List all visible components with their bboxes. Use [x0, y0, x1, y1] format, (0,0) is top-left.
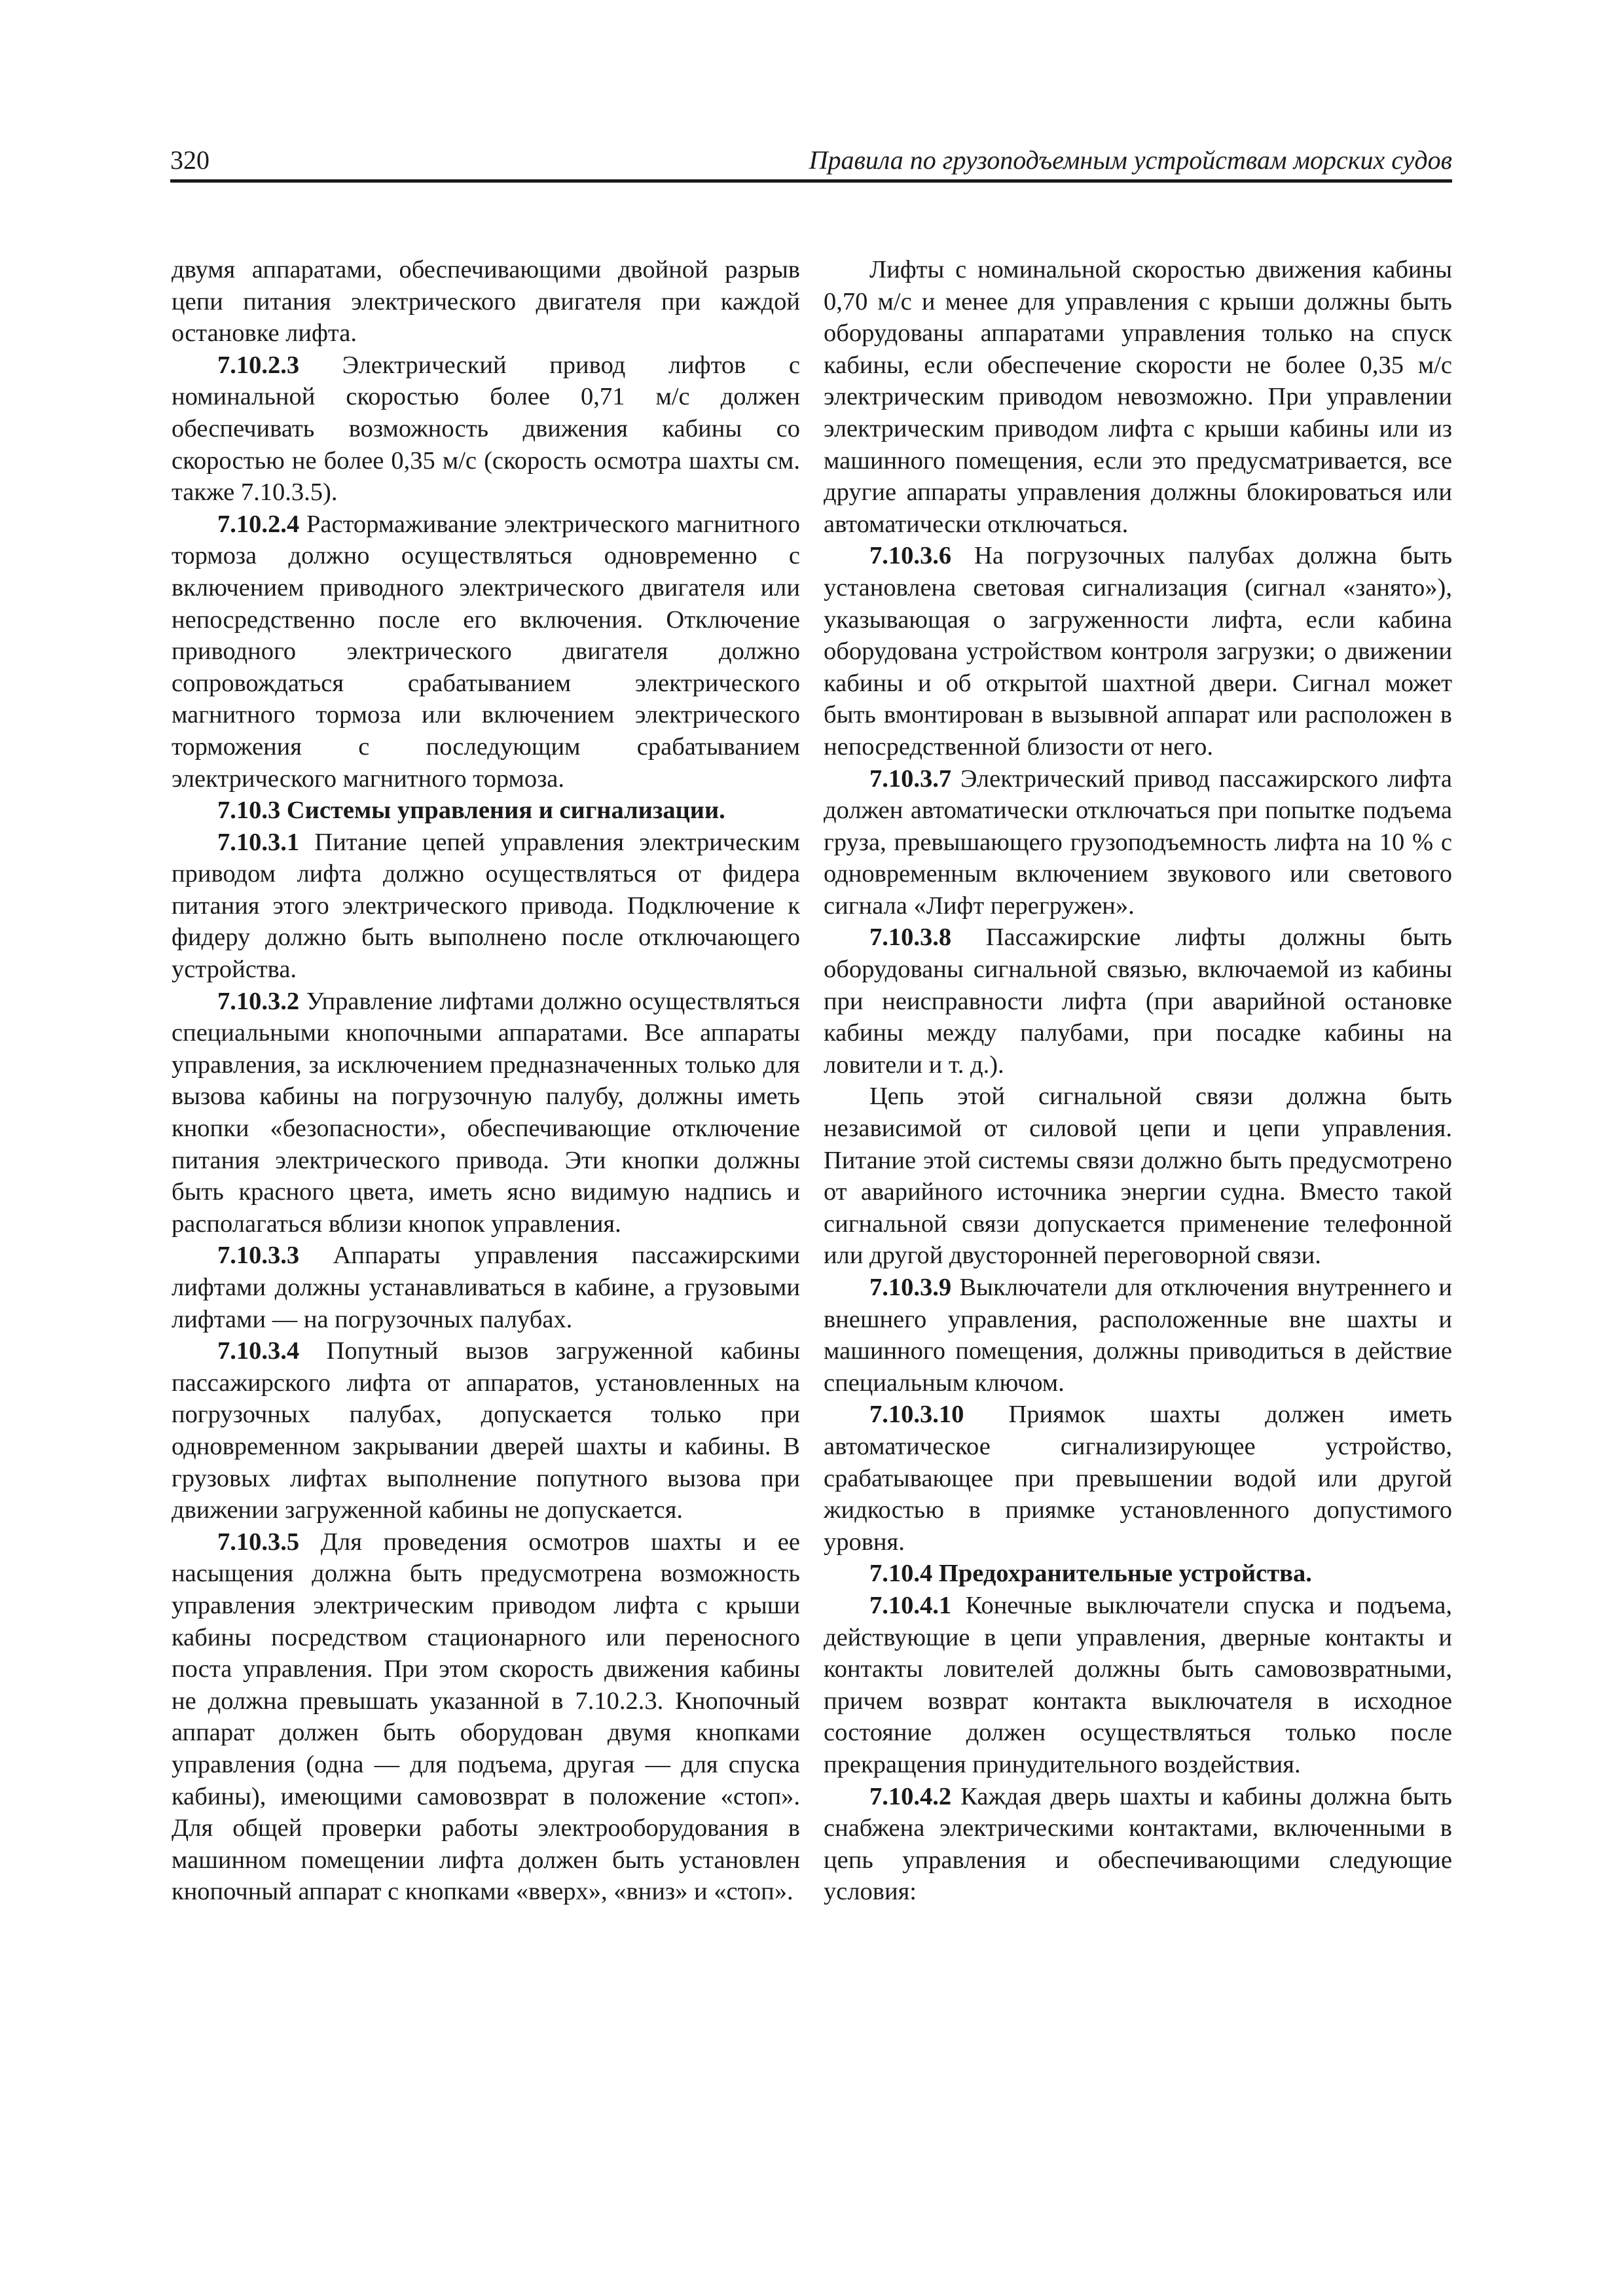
- paragraph: [172, 1526, 800, 1908]
- paragraph-text: Аппараты управления пассажирскими лифтами должны устанавливаться в кабине, а грузовыми лифтами — на погрузочных палубах.: [172, 1242, 800, 1333]
- paragraph-text: Пассажирские лифты должны быть оборудованы сигнальной связью, включаемой из кабины при неисправности лифта (при аварийной остановке кабины между палубами, при посадке кабины на ловители и т. д.).: [824, 924, 1452, 1079]
- clause-number: 7.10.2.4: [217, 510, 300, 538]
- paragraph-text: Электрический привод пассажирского лифта должен автоматически отключаться при попытке подъема груза, превышающего грузоподъемность лифта на 10 % с одновременным включением звукового или светового сигнала «Лифт перегружен».: [824, 764, 1452, 920]
- paragraph-text: Управление лифтами должно осуществляться специальными кнопочными аппаратами. Все аппараты управления, за исключением предназначенных только для вызова кабины на погрузочную палубу, должны иметь кнопки «безопасности», обеспечивающие отключение питания электрического привода. Эти кнопки должны быть красного цвета, иметь ясно видимую надпись и располагаться вблизи кнопок управления.: [172, 987, 800, 1238]
- clause-number: 7.10.3.8: [869, 924, 952, 952]
- paragraph-text: Каждая дверь шахты и кабины должна быть снабжена электрическими контактами, включенными в цепь управления и обеспечивающими следующие условия:: [824, 1782, 1452, 1906]
- section-heading: 7.10.4 Предохранительные устройства.: [869, 1560, 1312, 1588]
- clause-number: 7.10.3.9: [869, 1274, 952, 1301]
- paragraph: [824, 763, 1452, 922]
- paragraph-text: Попутный вызов загруженной кабины пассажирского лифта от аппаратов, установленных на погрузочных палубах, допускается только при одновременном закрывании дверей шахты и кабины. В грузовых лифтах выполнение попутного вызова при движении загруженной кабины не допускается.: [172, 1337, 800, 1524]
- paragraph: [172, 827, 800, 986]
- paragraph: [824, 922, 1452, 1081]
- clause-number: 7.10.3.3: [217, 1242, 300, 1270]
- paragraph-text: двумя аппаратами, обеспечивающими двойной разрыв цепи питания электрического двигателя при каждой остановке лифта.: [172, 256, 800, 348]
- clause-number: 7.10.3.7: [869, 764, 952, 793]
- running-title: Правила по грузоподъемным устройствам морских судов: [809, 145, 1452, 175]
- clause-number: 7.10.3.2: [217, 987, 300, 1015]
- clause-number: 7.10.3.4: [217, 1337, 300, 1365]
- paragraph: [824, 1272, 1452, 1399]
- paragraph-text: Цепь этой сигнальной связи должна быть независимой от силовой цепи и цепи управления. Питание этой системы связи должно быть предусмотрено от аварийного источника энергии судна. Вместо такой сигнальной связи допускается применение телефонной или другой двусторонней переговорной связи.: [824, 1083, 1452, 1270]
- paragraph: [824, 1781, 1452, 1908]
- page-number: 320: [170, 145, 210, 175]
- paragraph: [172, 986, 800, 1240]
- clause-number: 7.10.2.3: [217, 351, 300, 379]
- paragraph-text: Растормаживание электрического магнитного тормоза должно осуществляться одновременно с включением приводного электрического двигателя или непосредственно после его включения. Отключение приводного электрического двигателя должно сопровождаться срабатыванием электрического магнитного тормоза или включением электрического торможения с последующим срабатыванием электрического магнитного тормоза.: [172, 510, 800, 793]
- paragraph-text: Питание цепей управления электрическим приводом лифта должно осуществляться от фидера питания этого электрического привода. Подключение к фидеру должно быть выполнено после отключающего устройства.: [172, 828, 800, 984]
- paragraph: [824, 1590, 1452, 1781]
- paragraph: [824, 1081, 1452, 1272]
- page-header: [170, 143, 1452, 183]
- paragraph: [172, 1240, 800, 1335]
- clause-number: 7.10.4.2: [869, 1782, 952, 1810]
- paragraph: [824, 1399, 1452, 1558]
- paragraph: [824, 254, 1452, 540]
- paragraph: [824, 540, 1452, 762]
- section-heading: 7.10.3 Системы управления и сигнализации.: [217, 797, 725, 825]
- left-column: [172, 254, 800, 1908]
- paragraph: [172, 350, 800, 509]
- paragraph: [172, 1335, 800, 1526]
- clause-number: 7.10.3.10: [869, 1401, 964, 1429]
- paragraph-text: На погрузочных палубах должна быть установлена световая сигнализация (сигнал «занято»), указывающая о загруженности лифта, если кабина оборудована устройством контроля загрузки; о движении кабины и об открытой шахтной двери. Сигнал может быть вмонтирован в вызывной аппарат или расположен в непосредственной близости от него.: [824, 542, 1452, 761]
- clause-number: 7.10.3.1: [217, 828, 300, 856]
- paragraph: [172, 254, 800, 350]
- clause-number: 7.10.3.5: [217, 1528, 300, 1556]
- clause-number: 7.10.3.6: [869, 542, 952, 570]
- paragraph-text: Приямок шахты должен иметь автоматическое сигнализирующее устройство, срабатывающее при превышении водой или другой жидкостью в приямке установленного допустимого уровня.: [824, 1401, 1452, 1556]
- paragraph-text: Электрический привод лифтов с номинальной скоростью более 0,71 м/с должен обеспечивать возможность движения кабины со скоростью не более 0,35 м/с (скорость осмотра шахты см. также 7.10.3.5).: [172, 351, 800, 507]
- paragraph-text: Для проведения осмотров шахты и ее насыщения должна быть предусмотрена возможность управления электрическим приводом лифта с крыши кабины посредством стационарного или переносного поста управления. При этом скорость движения кабины не должна превышать указанной в 7.10.2.3. Кнопочный аппарат должен быть оборудован двумя кнопками управления (одна — для подъема, другая — для спуска кабины), имеющими самовозврат в положение «стоп». Для общей проверки работы электрооборудования в машинном помещении лифта должен быть установлен кнопочный аппарат с кнопками «вверх», «вниз» и «стоп».: [172, 1528, 800, 1906]
- paragraph-text: Конечные выключатели спуска и подъема, действующие в цепи управления, дверные контакты и контакты ловителей должны быть самовозвратными, причем возврат контакта выключателя в исходное состояние должен осуществляться только после прекращения принудительного воздействия.: [824, 1591, 1452, 1778]
- right-column: [824, 254, 1452, 1908]
- paragraph: [172, 509, 800, 795]
- paragraph-text: Выключатели для отключения внутреннего и внешнего управления, расположенные вне шахты и машинного помещения, должны приводиться в действие специальным ключом.: [824, 1274, 1452, 1397]
- clause-number: 7.10.4.1: [869, 1591, 952, 1619]
- paragraph-text: Лифты с номинальной скоростью движения кабины 0,70 м/с и менее для управления с крыши должны быть оборудованы аппаратами управления только на спуск кабины, если обеспечение скорости не более 0,35 м/с электрическим приводом невозможно. При управлении электрическим приводом лифта с крыши кабины или из машинного помещения, если это предусматривается, все другие аппараты управления должны блокироваться или автоматически отключаться.: [824, 256, 1452, 538]
